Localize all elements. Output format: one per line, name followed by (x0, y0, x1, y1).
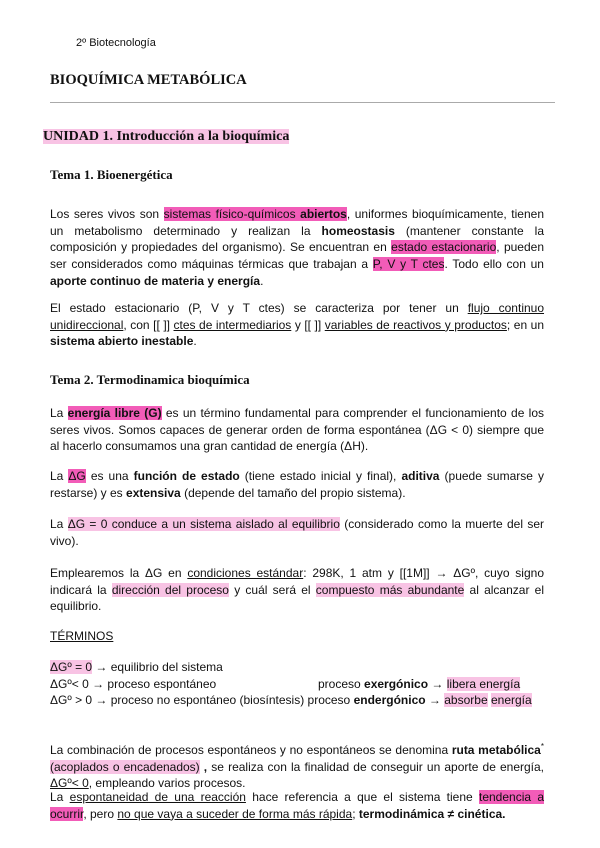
highlight-abiertos: abiertos (300, 207, 347, 221)
tema1-paragraph-1: Los seres vivos son sistemas físico-químicos abiertos, uniformes bioquímicamente, tienen un metabolismo determinado y realizan la homeostasis (mantener constante la composición y propiedades del organismo). Se encuentran en estado estacionario, pueden ser considerados como máquinas térmicas que trabajan a P, V y T ctes. Todo ello con un aporte continuo de materia y energía. (50, 207, 544, 288)
highlight-pvt: P, V y T ctes (372, 257, 445, 272)
highlight-estado-estacionario: estado estacionario (391, 240, 497, 255)
highlight-libera: libera energía (446, 677, 521, 691)
highlight-direccion: dirección del proceso (111, 582, 229, 597)
term-row-no-espontaneo: ΔGº > 0 → proceso no espontáneo (biosíntesis) proceso endergónico → absorbe energía (50, 693, 532, 707)
tema1-heading: Tema 1. Bioenergética (50, 167, 173, 182)
highlight-tendencia: tendencia a ocurrir (50, 790, 544, 821)
terms-heading: TÉRMINOS (50, 629, 114, 643)
tema1-paragraph-2: El estado estacionario (P, V y T ctes) se caracteriza por tener un flujo continuo unidireccional, con [[ ]] ctes de intermediarios y [[ ]] variables de reactivos y productos; en un sistema abierto inestable. (50, 301, 545, 349)
highlight-compuesto: compuesto más abundante (315, 582, 465, 597)
tema2-paragraph-4: Emplearemos la ΔG en condiciones estándar: 298K, 1 atm y [[1M]] → ΔGº, cuyo signo indicará la dirección del proceso y cuál será el compuesto más abundante al alcanzar el equilibrio. (50, 566, 545, 614)
tema2-paragraph-5: La combinación de procesos espontáneos y no espontáneos se denomina ruta metabólica* (acoplados o encadenados) , se realiza con la finalidad de conseguir un aporte de energía, ΔGº< 0, empleando varios procesos. (50, 742, 545, 791)
highlight-energia: energía (490, 693, 532, 707)
title-divider (50, 102, 555, 103)
document-title: BIOQUÍMICA METABÓLICA (50, 72, 247, 88)
highlight-dg-zero: ΔGº = 0 (50, 660, 93, 674)
tema2-paragraph-2: La ΔG es una función de estado (tiene estado inicial y final), aditiva (puede sumarse y restarse) y es extensiva (depende del tamaño del propio sistema). (50, 469, 544, 500)
term-row-espontaneo: ΔGº< 0 → proceso espontáneo proceso exergónico → libera energía (50, 677, 521, 691)
unit-heading (43, 129, 289, 145)
highlight-energia-libre: energía libre (G) (67, 406, 162, 420)
highlight-absorbe: absorbe (444, 693, 488, 707)
highlight-sistemas: sistemas físico-químicos (163, 207, 296, 221)
tema2-paragraph-1: La energía libre (G) es un término fundamental para comprender el funcionamiento de los seres vivos. Somos capaces de generar orden de forma espontánea (ΔG < 0) siempre que al hacerlo consumamos una gran cantidad de energía (ΔH). (50, 406, 544, 454)
term-row-equilibrio: ΔGº = 0 → equilibrio del sistema (50, 660, 223, 674)
highlight-acoplados: (acoplados o encadenados) (50, 759, 200, 774)
tema2-heading: Tema 2. Termodinamica bioquímica (50, 372, 250, 387)
highlight-delta-g: ΔG (68, 469, 86, 483)
course-label: 2º Biotecnología (76, 37, 156, 49)
tema2-paragraph-6: La espontaneidad de una reacción hace referencia a que el sistema tiene tendencia a ocurrir, pero no que vaya a suceder de forma más rápida; termodinámica ≠ cinética. (50, 790, 544, 821)
tema2-paragraph-3: La ΔG = 0 conduce a un sistema aislado al equilibrio (considerado como la muerte del ser vivo). (50, 517, 545, 548)
highlight-equilibrio: ΔG = 0 conduce a un sistema aislado al equilibrio (67, 517, 340, 531)
unit-heading-text: UNIDAD 1. Introducción a la bioquímica (43, 129, 290, 144)
